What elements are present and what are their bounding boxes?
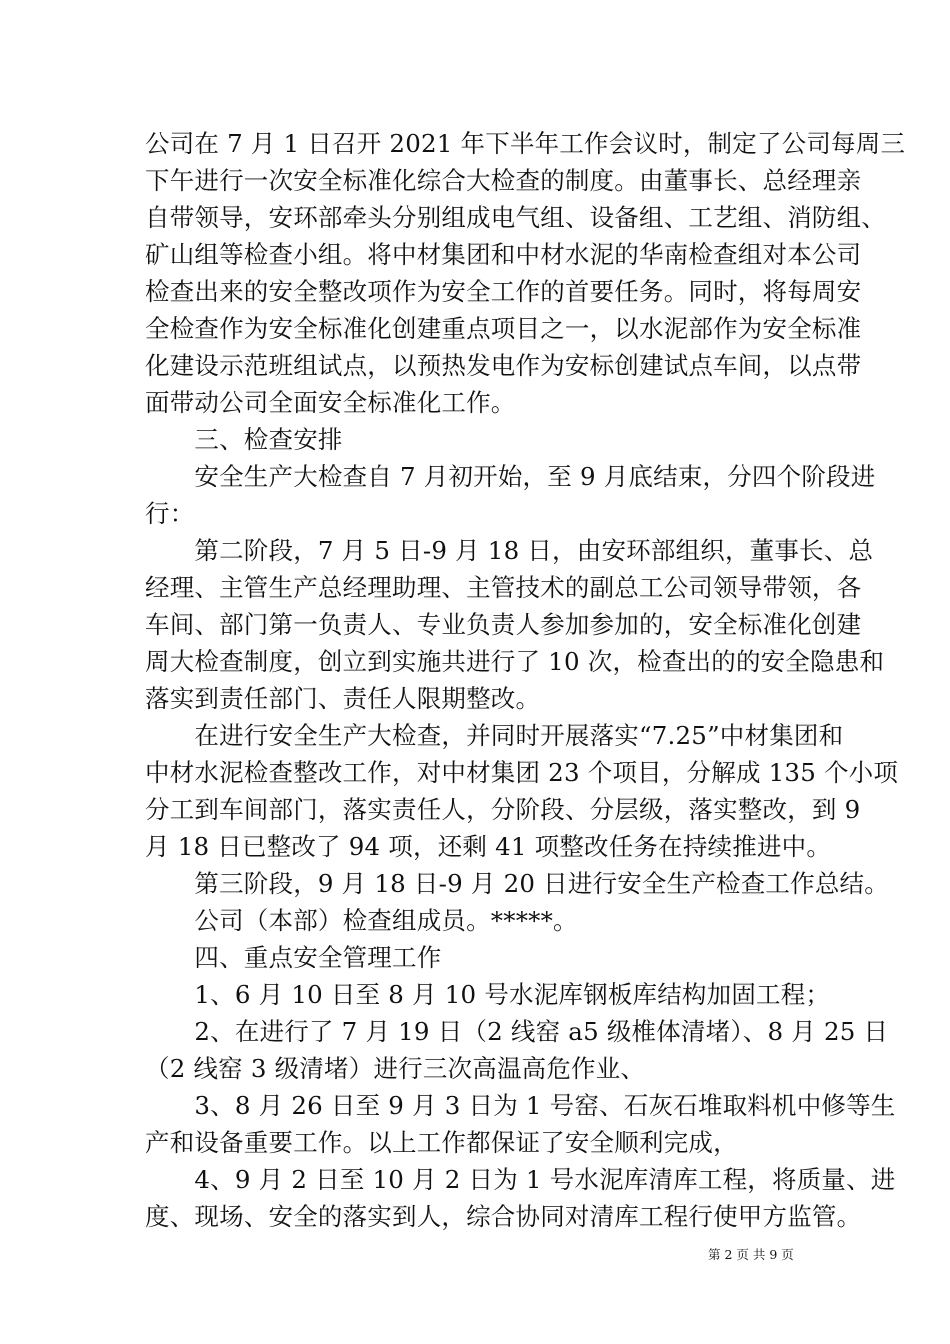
text-line: 中材水泥检查整改工作，对中材集团 23 个项目，分解成 135 个小项 xyxy=(145,758,899,787)
text-line: 面带动公司全面安全标准化工作。 xyxy=(145,388,516,417)
text-line: 周大检查制度，创立到实施共进行了 10 次，检查出的的安全隐患和 xyxy=(145,647,885,676)
text-line: 落实到责任部门、责任人限期整改。 xyxy=(145,684,541,713)
page-number: 第 2 页 共 9 页 xyxy=(708,1247,794,1262)
text-line: 下午进行一次安全标准化综合大检查的制度。由董事长、总经理亲 xyxy=(145,166,862,195)
text-line: 行： xyxy=(145,499,195,528)
text-line: 经理、主管生产总经理助理、主管技术的副总工公司领导带领，各 xyxy=(145,573,862,602)
text-line: 公司在 7 月 1 日召开 2021 年下半年工作会议时，制定了公司每周三 xyxy=(145,129,906,158)
section-heading: 三、检查安排 xyxy=(145,425,343,454)
text-line: 第二阶段，7 月 5 日-9 月 18 日，由安环部组织，董事长、总 xyxy=(145,536,874,565)
text-line: 化建设示范班组试点，以预热发电作为安标创建试点车间，以点带 xyxy=(145,351,862,380)
text-line: 1、6 月 10 日至 8 月 10 号水泥库钢板库结构加固工程； xyxy=(145,980,831,1009)
text-line: （2 线窑 3 级清堵）进行三次高温高危作业、 xyxy=(145,1054,646,1083)
text-line: 月 18 日已整改了 94 项，还剩 41 项整改任务在持续推进中。 xyxy=(145,832,832,861)
text-line: 分工到车间部门，落实责任人，分阶段、分层级，落实整改，到 9 xyxy=(145,795,861,824)
text-line: 全检查作为安全标准化创建重点项目之一，以水泥部作为安全标准 xyxy=(145,314,862,343)
text-line: 自带领导，安环部牵头分别组成电气组、设备组、工艺组、消防组、 xyxy=(145,203,886,232)
text-line: 检查出来的安全整改项作为安全工作的首要任务。同时，将每周安 xyxy=(145,277,862,306)
text-line: 安全生产大检查自 7 月初开始，至 9 月底结束，分四个阶段进 xyxy=(145,462,876,491)
text-line: 车间、部门第一负责人、专业负责人参加参加的，安全标准化创建 xyxy=(145,610,862,639)
text-line: 4、9 月 2 日至 10 月 2 日为 1 号水泥库清库工程，将质量、进 xyxy=(145,1165,896,1194)
text-line: 矿山组等检查小组。将中材集团和中材水泥的华南检查组对本公司 xyxy=(145,240,862,269)
text-line: 在进行安全生产大检查，并同时开展落实“7.25”中材集团和 xyxy=(145,721,844,750)
section-heading: 四、重点安全管理工作 xyxy=(145,943,442,972)
text-line: 3、8 月 26 日至 9 月 3 日为 1 号窑、石灰石堆取料机中修等生 xyxy=(145,1091,896,1120)
text-line: 第三阶段，9 月 18 日-9 月 20 日进行安全生产检查工作总结。 xyxy=(145,869,889,898)
text-line: 产和设备重要工作。以上工作都保证了安全顺利完成， xyxy=(145,1128,738,1157)
text-line: 度、现场、安全的落实到人，综合协同对清库工程行使甲方监管。 xyxy=(145,1202,862,1231)
text-line: 公司（本部）检查组成员。*****。 xyxy=(145,906,578,935)
text-line: 2、在进行了 7 月 19 日（2 线窑 a5 级椎体清堵）、8 月 25 日 xyxy=(145,1017,889,1046)
